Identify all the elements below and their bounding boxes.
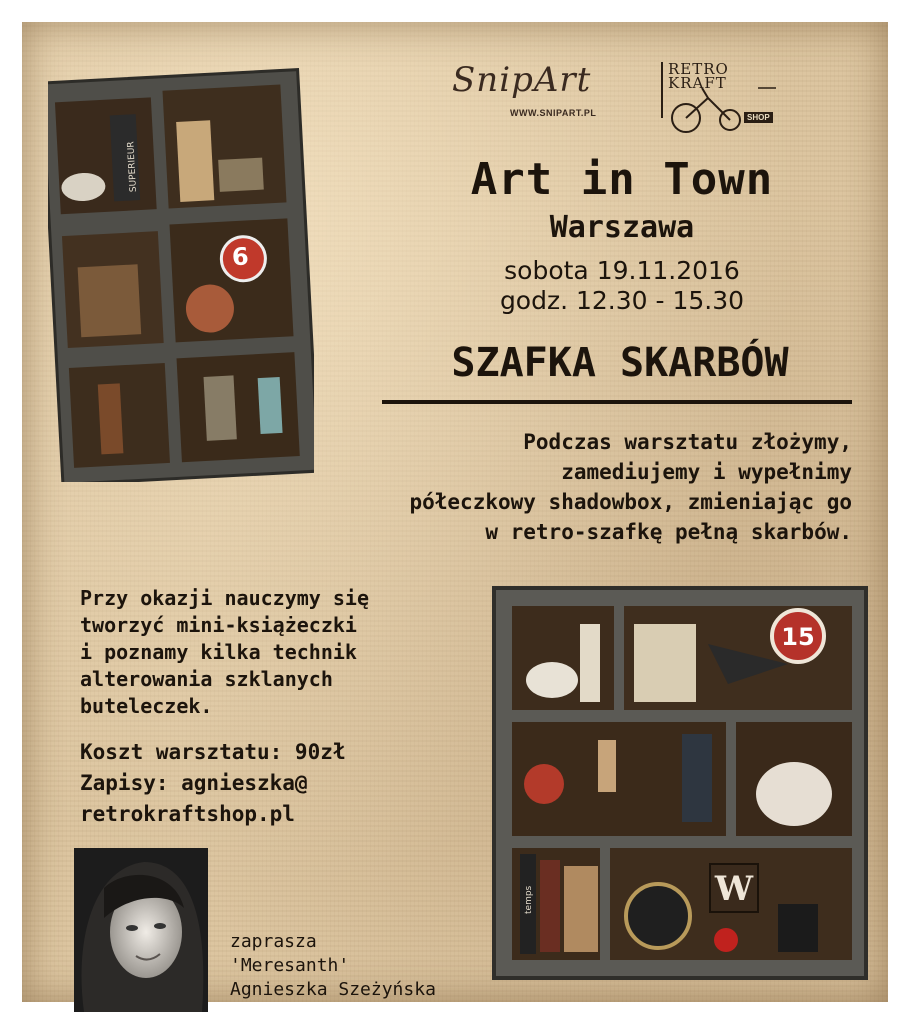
shadowbox-photo-right [488, 584, 880, 984]
host-invitation [230, 930, 560, 1002]
tag-number-15: 15 [781, 623, 815, 651]
retrokraft-logo [658, 58, 778, 138]
retrokraft-logo-name: RETRO KRAFT [668, 60, 729, 92]
description-line: w retro-szafkę pełną skarbów. [485, 520, 852, 544]
event-date: sobota 19.11.2016 [504, 256, 740, 285]
label-superieur: SUPERIEUR [126, 141, 139, 193]
invite-word: zaprasza [230, 931, 317, 952]
extra-line: tworzyć mini-książeczki [80, 613, 357, 637]
extra-line: alterowania szklanych [80, 667, 333, 691]
workshop-name: SZAFKA SKARBÓW [451, 340, 789, 386]
host-portrait-photo [74, 848, 208, 1012]
event-title: Art in Town [470, 154, 774, 205]
cost-and-signup [80, 737, 460, 830]
host-name: Agnieszka Szeżyńska [230, 979, 436, 1000]
extra-line: Przy okazji nauczymy się [80, 586, 369, 610]
workshop-cost: Koszt warsztatu: 90zł [80, 740, 346, 764]
tag-number-6: 6 [231, 242, 250, 272]
host-nickname: 'Meresanth' [230, 955, 350, 976]
snipart-logo-name: SnipArt [452, 60, 592, 100]
description-line: zamediujemy i wypełnimy [561, 460, 852, 484]
signup-email-line1: Zapisy: agnieszka@ [80, 771, 308, 795]
title-divider [382, 400, 852, 404]
letter-block-w: W [714, 869, 754, 909]
extra-line: i poznamy kilka technik [80, 640, 357, 664]
shadowbox-photo-left [48, 62, 314, 482]
description-line: Podczas warsztatu złożymy, [523, 430, 852, 454]
description-line: półeczkowy shadowbox, zmieniając go [409, 490, 852, 514]
poster-background [22, 22, 888, 1002]
workshop-extra-info [80, 585, 460, 720]
retrokraft-logo-shop: SHOP [744, 112, 773, 123]
event-city: Warszawa [549, 210, 695, 245]
snipart-logo [402, 60, 632, 130]
extra-line: buteleczek. [80, 694, 213, 718]
snipart-logo-url: WWW.SNIPART.PL [510, 108, 597, 118]
label-temps: temps [524, 885, 534, 914]
workshop-description [218, 427, 852, 547]
event-time: godz. 12.30 - 15.30 [499, 286, 745, 315]
signup-email-line2: retrokraftshop.pl [80, 802, 295, 826]
